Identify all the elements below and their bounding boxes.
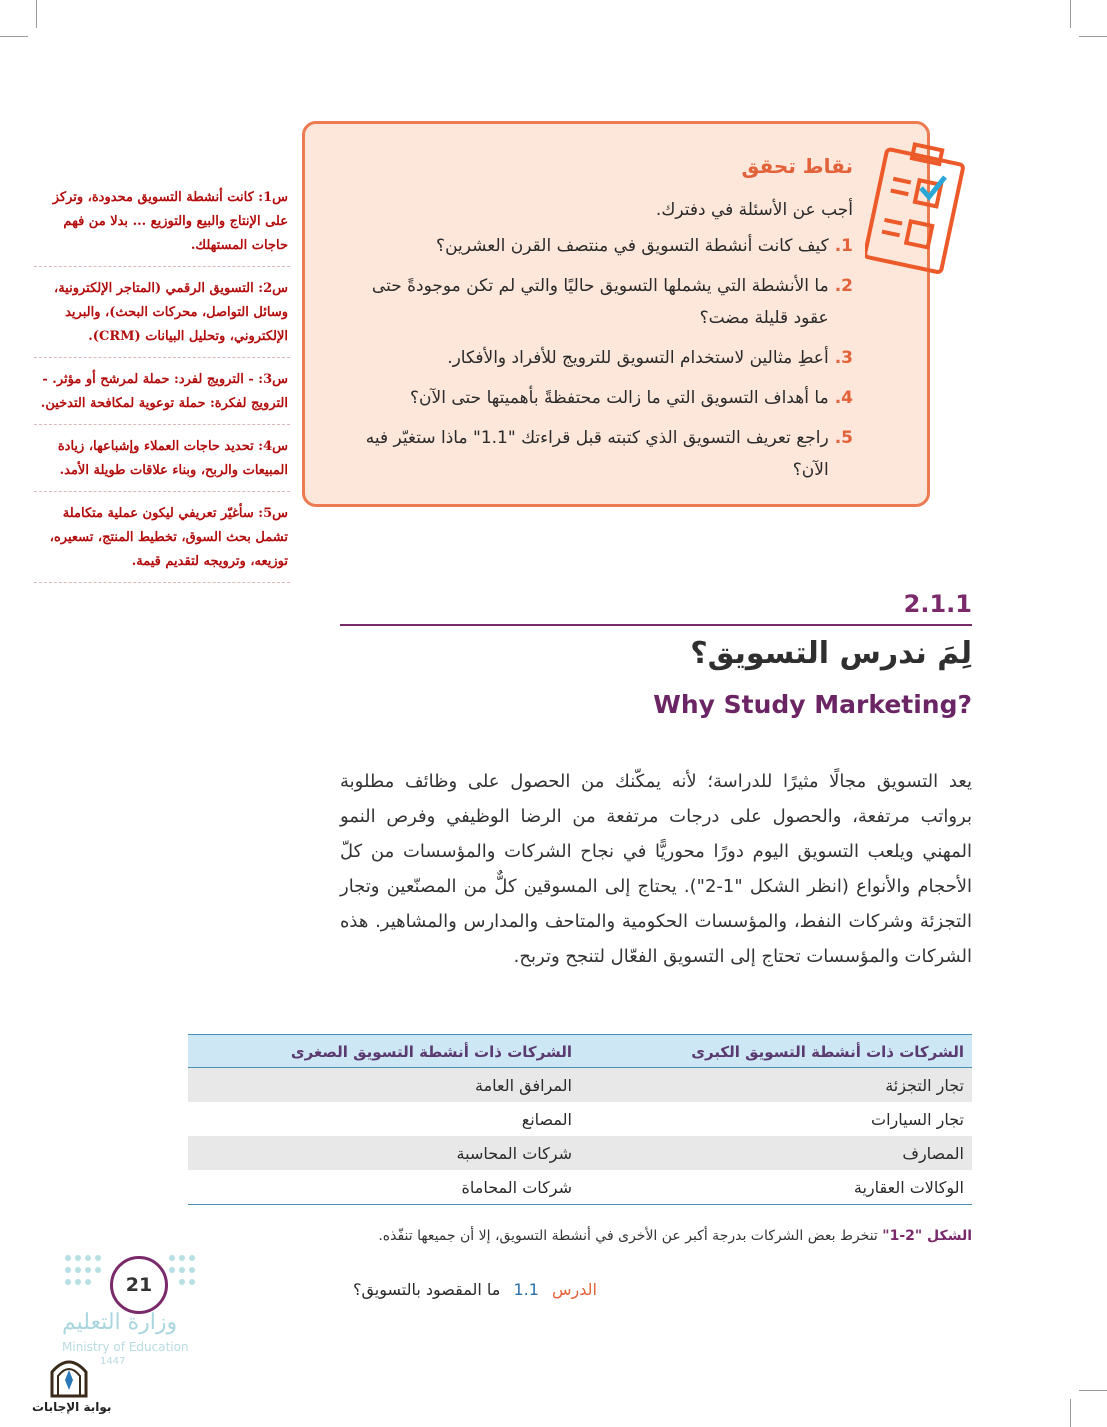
crop-mark (1079, 1390, 1107, 1391)
crop-mark (1079, 36, 1107, 37)
table-cell: المصانع (521, 1109, 572, 1129)
question-text: ما الأنشطة التي يشملها التسويق حاليًا والتي لم تكن موجودةً حتى عقود قليلة مضت؟ (371, 276, 829, 328)
answer-note: س1: كانت أنشطة التسويق محدودة، وتركز على الإنتاج والبيع والتوزيع ... بدلا من فهم حاجات المستهلك. (34, 182, 290, 267)
table-row (188, 1170, 972, 1205)
marketing-companies-table (188, 1034, 972, 1205)
lesson-footer (353, 1280, 597, 1299)
section-title-english: Why Study Marketing? (653, 690, 972, 719)
lesson-number: 1.1 (513, 1280, 539, 1299)
ministry-name-arabic: وزارة التعليم (62, 1310, 178, 1335)
crop-mark (0, 36, 28, 37)
table-cell: الوكالات العقارية (572, 1170, 972, 1205)
table-row (188, 1102, 972, 1136)
figure-label: الشكل "2-1" (882, 1228, 972, 1244)
question-text: راجع تعريف التسويق الذي كتبته قبل قراءتك "1.1" ماذا ستغيّر فيه الآن؟ (365, 428, 829, 480)
checkpoints-title: نقاط تحقق (741, 154, 853, 178)
question-item (333, 382, 853, 414)
question-item (333, 230, 853, 262)
table-header-row (188, 1035, 972, 1068)
question-item (333, 342, 853, 374)
section-title-arabic: لِمَ ندرس التسويق؟ (690, 636, 972, 671)
ministry-name-english: Ministry of Education (62, 1340, 189, 1354)
page-number: 21 (110, 1256, 168, 1314)
answer-note: س4: تحديد حاجات العملاء وإشباعها، زيادة المبيعات والربح، وبناء علاقات طويلة الأمد. (34, 431, 290, 492)
table-row (188, 1068, 972, 1103)
column-header-minor: الشركات ذات أنشطة التسويق الصغرى (188, 1035, 572, 1068)
question-text: كيف كانت أنشطة التسويق في منتصف القرن العشرين؟ (436, 236, 829, 256)
table-row (188, 1136, 972, 1170)
figure-caption (378, 1228, 972, 1244)
lesson-label: الدرس (552, 1280, 597, 1299)
answer-note: س5: سأغيّر تعريفي ليكون عملية متكاملة تشمل بحث السوق، تخطيط المنتج، تسعيره، توزيعه، وترويجه لتقديم قيمة. (34, 498, 290, 583)
table-cell: شركات المحاماة (188, 1170, 572, 1205)
column-header-major: الشركات ذات أنشطة التسويق الكبرى (572, 1035, 972, 1068)
lesson-title: ما المقصود بالتسويق؟ (352, 1280, 501, 1299)
crop-mark (1070, 1399, 1071, 1427)
answer-note: س3: - الترويج لفرد: حملة لمرشح أو مؤثر. - الترويج لفكرة: حملة توعوية لمكافحة التدخين. (34, 364, 290, 425)
table-cell: المرافق العامة (188, 1068, 572, 1103)
question-number: 3. (834, 348, 853, 368)
question-text: أعطِ مثالين لاستخدام التسويق للترويج للأفراد والأفكار. (447, 348, 829, 368)
answer-note: س2: التسويق الرقمي (المتاجر الإلكترونية، وسائل التواصل، محركات البحث)، والبريد الإلكتروني، وتحليل البيانات (CRM). (34, 273, 290, 358)
question-item (333, 422, 853, 486)
answers-portal-label: بوابة الإجابات (32, 1400, 112, 1414)
crop-mark (1070, 0, 1071, 28)
crop-mark (36, 0, 37, 28)
figure-caption-text: تنخرط بعض الشركات بدرجة أكبر عن الأخرى في أنشطة التسويق، إلا أن جميعها تنفّذه. (378, 1228, 878, 1244)
table-cell: تجار السيارات (871, 1109, 964, 1129)
section-number: 2.1.1 (903, 590, 972, 618)
question-number: 1. (834, 236, 853, 256)
answers-column (34, 182, 290, 589)
question-text: ما أهداف التسويق التي ما زالت محتفظةً بأهميتها حتى الآن؟ (410, 388, 829, 408)
table-cell: تجار التجزئة (572, 1068, 972, 1103)
table-cell: شركات المحاسبة (188, 1136, 572, 1170)
checkpoints-box (302, 121, 930, 507)
checkpoints-intro: أجب عن الأسئلة في دفترك. (655, 200, 853, 220)
answers-portal-logo-icon (44, 1350, 94, 1400)
clipboard-checklist-icon (865, 134, 965, 274)
table-cell: المصارف (572, 1136, 972, 1170)
question-number: 4. (834, 388, 853, 408)
question-list (333, 230, 853, 494)
section-paragraph: يعد التسويق مجالًا مثيرًا للدراسة؛ لأنه يمكّنك من الحصول على وظائف مطلوبة برواتب مرتفعة، والحصول على درجات مرتفعة من الرضا الوظيفي وفرص النمو المهني ويلعب التسويق اليوم دورًا محوريًّا في نجاح الشركات والمؤسسات من كلّ الأحجام والأنواع (انظر الشكل "1-2"). يحتاج إلى المسوقين كلٌّ من المصنّعين وتجار التجزئة وشركات النفط، والمؤسسات الحكومية والمتاحف والمدارس والمشاهير. هذه الشركات والمؤسسات تحتاج إلى التسويق الفعّال لتنجح وتربح. (340, 771, 972, 967)
question-item (333, 270, 853, 334)
section-divider (340, 624, 972, 626)
ministry-year: 1447 (100, 1356, 126, 1367)
question-number: 5. (834, 428, 853, 448)
question-number: 2. (834, 276, 853, 296)
